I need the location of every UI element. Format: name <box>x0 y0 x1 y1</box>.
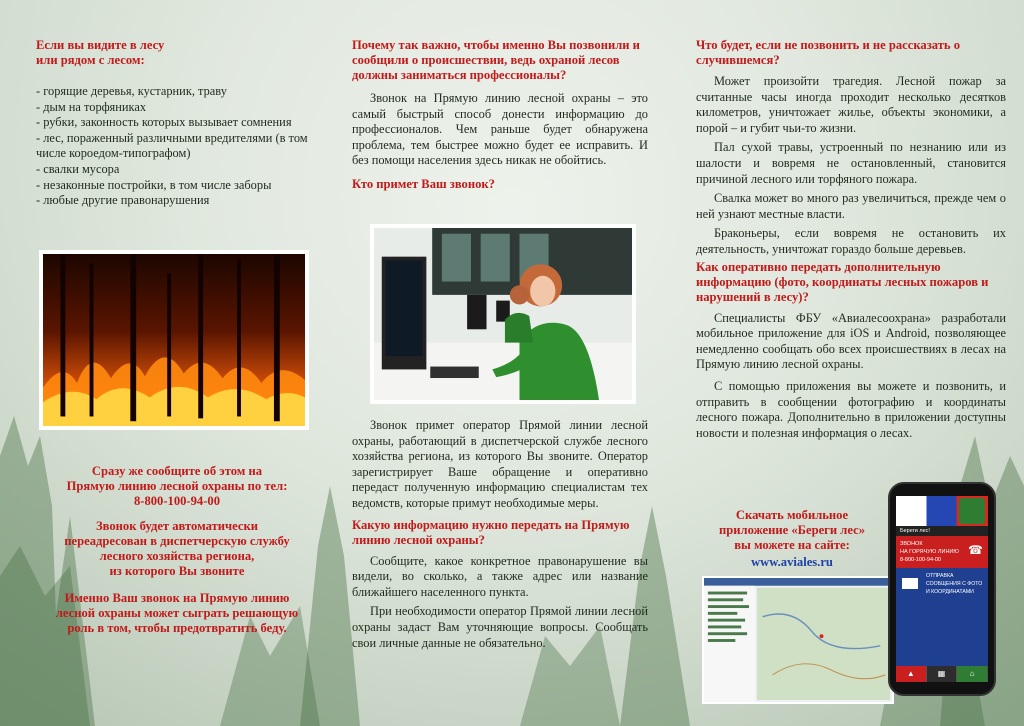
forest-fire-photo <box>39 250 309 430</box>
redirect-text <box>36 519 318 579</box>
tragedy-text: Может произойти трагедия. Лесной пожар за считанные часы иногда проходит несколько десятков километров, уничтожает жилье, объекты экономики, а порой – и губит чьи-то жизни. <box>696 74 1006 135</box>
heading-line: Если вы видите в лесу <box>36 38 165 52</box>
list-item: - незаконные постройки, в том числе заборы <box>36 177 272 192</box>
redirect-line: Звонок будет автоматически <box>96 519 258 533</box>
call-line: ЗВОНОК <box>900 541 923 547</box>
heading-line: или рядом с лесом: <box>36 53 145 67</box>
app-intro-text: Специалисты ФБУ «Авиалесоохрана» разработали мобильное приложение для iOS и Android, позволяющее немедленно сообщать обо всех происшествиях в лесах на Прямую линию лесной охраны. <box>696 310 1006 372</box>
send-message-button[interactable] <box>896 568 988 666</box>
list-item: - свалки мусора <box>36 161 120 176</box>
operator-questions-text: При необходимости оператор Прямой линии лесной охраны задаст Вам уточняющие вопросы. Сообщать свои личные данные не обязательно. <box>352 604 648 650</box>
grid-icon[interactable]: ▦ <box>927 666 958 682</box>
grass-fire-text: Пал сухой травы, устроенный по незнанию или из шалости и вовремя не остановленный, становится причиной лесного или торфяного пожара. <box>696 140 1006 186</box>
answer-why-text: Звонок на Прямую линию лесной охраны – это самый быстрый способ донести информацию до профессионалов. Чем раньше будет обнаружена проблема, тем быстрее можно будет ее исправить. И без помощи населения здесь никак не обойтись. <box>352 91 648 168</box>
call-number: 8-800-100-94-00 <box>900 557 941 563</box>
send-line: СООБЩЕНИЯ С ФОТО <box>926 581 983 587</box>
operators-photo <box>370 224 636 404</box>
left-column <box>36 38 318 209</box>
answer-what-text: Сообщите, какое конкретное правонарушение вы видели, во сколько, а также адрес или название ближайшего населенного пункта. <box>352 553 648 599</box>
middle-column-lower <box>352 418 648 651</box>
question-why-heading: Почему так важно, чтобы именно Вы позвонили и сообщили о происшествии, ведь охраной лесов должны заниматься профессионалы? <box>352 38 640 82</box>
flag-banner <box>896 496 988 526</box>
dump-text: Свалка может во много раз увеличиться, прежде чем о ней узнают местные власти. <box>696 191 1006 221</box>
app-title: Береги лес! <box>896 526 988 536</box>
envelope-icon <box>902 578 918 589</box>
poachers-text: Браконьеры, если вовремя не остановить их деятельность, уничтожат гораздо больше деревьев. <box>696 226 1006 256</box>
question-consequences-heading: Что будет, если не позвонить и не рассказать о случившемся? <box>696 38 961 67</box>
list-item: - горящие деревья, кустарник, траву <box>36 84 227 98</box>
desktop-app-screenshot <box>702 576 894 704</box>
final-line: Именно Ваш звонок на Прямую линию <box>64 591 290 605</box>
final-line: лесной охраны может сыграть решающую <box>55 606 299 620</box>
app-screen <box>896 496 988 682</box>
call-hotline-button[interactable] <box>896 536 988 568</box>
redirect-line: из которого Вы звоните <box>109 564 245 578</box>
app-bottom-bar <box>896 666 988 682</box>
app-features-text: С помощью приложения вы можете и позвонить, и отправить в сообщении фотографию и координаты лесного пожара. Дополнительно в приложении доступны новости и полезная информация о лесах. <box>696 378 1006 440</box>
phone-icon: ☎ <box>968 543 983 557</box>
emblem-icon <box>959 498 985 524</box>
list-item: - лес, пораженный различными вредителями (в том числе короедом-типографом) <box>36 130 308 161</box>
call-line: НА ГОРЯЧУЮ ЛИНИЮ <box>900 549 959 555</box>
question-what-heading: Какую информацию нужно передать на Прямую линию лесной охраны? <box>352 517 630 547</box>
download-line: Скачать мобильное <box>735 508 849 522</box>
report-line: Сразу же сообщите об этом на <box>91 464 263 478</box>
home-icon[interactable]: ⌂ <box>957 666 988 682</box>
answer-who-text: Звонок примет оператор Прямой линии лесной охраны, работающий в диспетчерской службе лесного хозяйства региона, из которого Вы звоните. Оператор зарегистрирует Ваше обращение и оперативно передаст полученную информацию специалистам тех ведомств, которые примут необходимые меры. <box>352 418 648 510</box>
list-item: - рубки, законность которых вызывает сомнения <box>36 115 292 130</box>
redirect-line: лесного хозяйства региона, <box>99 549 255 563</box>
final-line: роль в том, чтобы предотвратить беду. <box>67 621 287 635</box>
final-call-text <box>36 591 318 636</box>
download-block <box>702 508 882 570</box>
hotline-phone: 8-800-100-94-00 <box>133 494 221 508</box>
mobile-phone-mockup <box>888 482 996 696</box>
warning-icon[interactable]: ▲ <box>896 666 927 682</box>
download-text <box>702 508 882 553</box>
question-who-heading: Кто примет Ваш звонок? <box>352 176 495 191</box>
list-item: - любые другие правонарушения <box>36 193 210 208</box>
send-line: ОТПРАВКА <box>926 573 954 579</box>
right-column <box>696 38 1006 441</box>
report-block <box>36 464 318 636</box>
issues-list <box>36 84 318 209</box>
download-line: приложение «Береги лес» <box>719 523 865 537</box>
question-app-heading: Как оперативно передать дополнительную информацию (фото, координаты лесных пожаров и нарушений в лесу)? <box>696 259 989 304</box>
report-text <box>36 464 318 509</box>
list-item: - дым на торфяниках <box>36 99 147 114</box>
website-link[interactable]: www.aviales.ru <box>751 555 833 569</box>
redirect-line: переадресован в диспетчерскую службу <box>64 534 290 548</box>
middle-column <box>352 38 648 192</box>
download-line: вы можете на сайте: <box>734 538 850 552</box>
report-line: Прямую линию лесной охраны по тел: <box>66 479 288 493</box>
observation-heading <box>36 38 318 68</box>
send-line: И КООРДИНАТАМИ <box>926 589 974 595</box>
